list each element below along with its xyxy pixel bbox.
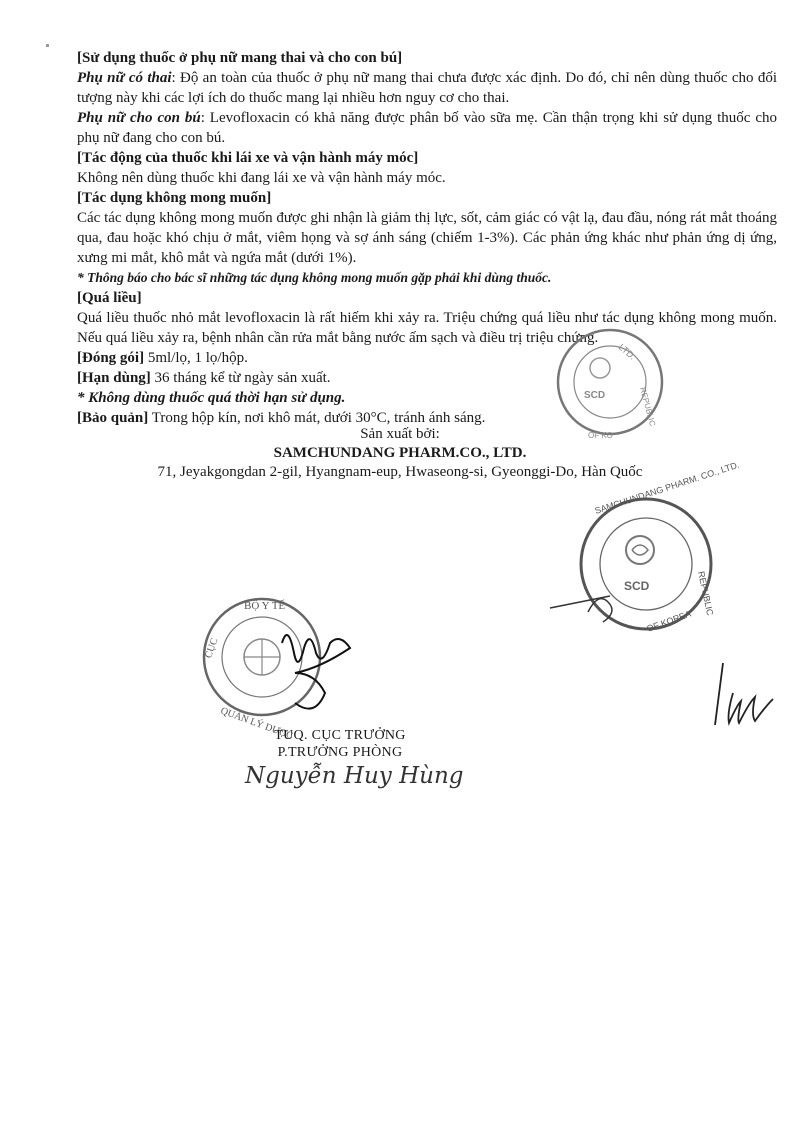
expiry-line — [77, 368, 777, 388]
side-effects-heading: [Tác dụng không mong muốn] — [77, 190, 272, 206]
svg-text:OF KO: OF KO — [588, 431, 613, 440]
svg-text:OF KOREA: OF KOREA — [645, 608, 693, 634]
scan-speck — [46, 44, 49, 47]
nursing-label: Phụ nữ cho con bú — [77, 110, 201, 126]
company-stamp-image — [548, 459, 741, 642]
nursing-text: : Levofloxacin có khả năng được phân bố vào sữa mẹ. Cần thận trọng khi sử dụng thuốc cho phụ nữ đang cho con bú. — [77, 110, 777, 146]
initials-signature-image — [705, 655, 785, 735]
expiry-warning: * Không dùng thuốc quá thời hạn sử dụng. — [77, 390, 346, 406]
company-stamp-small-image — [548, 318, 658, 450]
nursing-paragraph — [77, 108, 777, 148]
driving-heading: [Tác động của thuốc khi lái xe và vận hành máy móc] — [77, 150, 419, 166]
svg-text:LTD.: LTD. — [616, 341, 638, 362]
document-body — [77, 48, 777, 428]
expiry-label: [Hạn dùng] — [77, 370, 151, 386]
pregnancy-heading: [Sử dụng thuốc ở phụ nữ mang thai và cho con bú] — [77, 50, 403, 66]
storage-label: [Bảo quản] — [77, 410, 149, 426]
overdose-heading: [Quá liều] — [77, 290, 142, 306]
svg-text:BỘ Y TẾ: BỘ Y TẾ — [244, 600, 286, 612]
svg-text:SCD: SCD — [624, 579, 650, 593]
svg-text:SCD: SCD — [584, 390, 606, 401]
driving-text: Không nên dùng thuốc khi đang lái xe và vận hành máy móc. — [77, 170, 446, 186]
pregnant-paragraph — [77, 68, 777, 108]
packaging-label: [Đóng gói] — [77, 350, 145, 366]
pregnant-text: : Độ an toàn của thuốc ở phụ nữ mang thai chưa được xác định. Do đó, chỉ nên dùng thuốc cho đối tượng này khi các lợi ích do thuốc mang lại nhiều hơn nguy cơ cho thai. — [77, 70, 777, 106]
side-effects-note: * Thông báo cho bác sĩ những tác dụng không mong muốn gặp phải khi dùng thuốc. — [77, 270, 552, 285]
pregnant-label: Phụ nữ có thai — [77, 70, 172, 86]
packaging-line — [77, 348, 777, 368]
overdose-text: Quá liều thuốc nhỏ mắt levofloxacin là rất hiếm khi xảy ra. Triệu chứng quá liều như tác dụng không mong muốn. Nếu quá liều xảy ra, bệnh nhân cần rửa mắt bằng nước ấm sạch và điều trị triệu chứng. — [77, 310, 777, 346]
manufacturer-address: 71, Jeyakgongdan 2-gil, Hyangnam-eup, Hwaseong-si, Gyeonggi-Do, Hàn Quốc — [157, 464, 643, 480]
signature-line-1: TUQ. CỤC TRƯỞNG — [274, 728, 406, 743]
side-effects-text: Các tác dụng không mong muốn được ghi nhận là giảm thị lực, sốt, cảm giác có vật lạ, đau đầu, nóng rát mắt thoáng qua, đau hoặc khó chịu ở mắt, viêm họng và sợ ánh sáng (chiếm 1-3%). Các phản ứng khác như phản ứng dị ứng, xưng mi mắt, khô mắt và ngứa mắt (dưới 1%). — [77, 210, 777, 266]
svg-text:REPUBLIC: REPUBLIC — [696, 570, 716, 617]
storage-line — [77, 408, 777, 428]
svg-text:SAMCHUNDANG PHARM. CO., LTD.: SAMCHUNDANG PHARM. CO., LTD. — [593, 459, 741, 516]
manufacturer-intro: Sản xuất bởi: — [360, 426, 440, 442]
svg-text:CỤC: CỤC — [203, 636, 221, 660]
signatory-name: Nguyễn Huy Hùng — [245, 763, 464, 789]
ministry-stamp-image — [200, 585, 400, 745]
manufacturer-name: SAMCHUNDANG PHARM.CO., LTD. — [273, 445, 527, 461]
signature-line-2: P.TRƯỞNG PHÒNG — [277, 745, 403, 760]
expiry-text: 36 tháng kể từ ngày sản xuất. — [150, 370, 331, 386]
svg-text:REPUBLIC: REPUBLIC — [638, 386, 658, 428]
storage-text: Trong hộp kín, nơi khô mát, dưới 30°C, tránh ánh sáng. — [148, 410, 486, 426]
packaging-text: 5ml/lọ, 1 lọ/hộp. — [144, 350, 248, 366]
svg-text:QUẢN LÝ DƯỢC: QUẢN LÝ DƯỢC — [218, 705, 295, 742]
